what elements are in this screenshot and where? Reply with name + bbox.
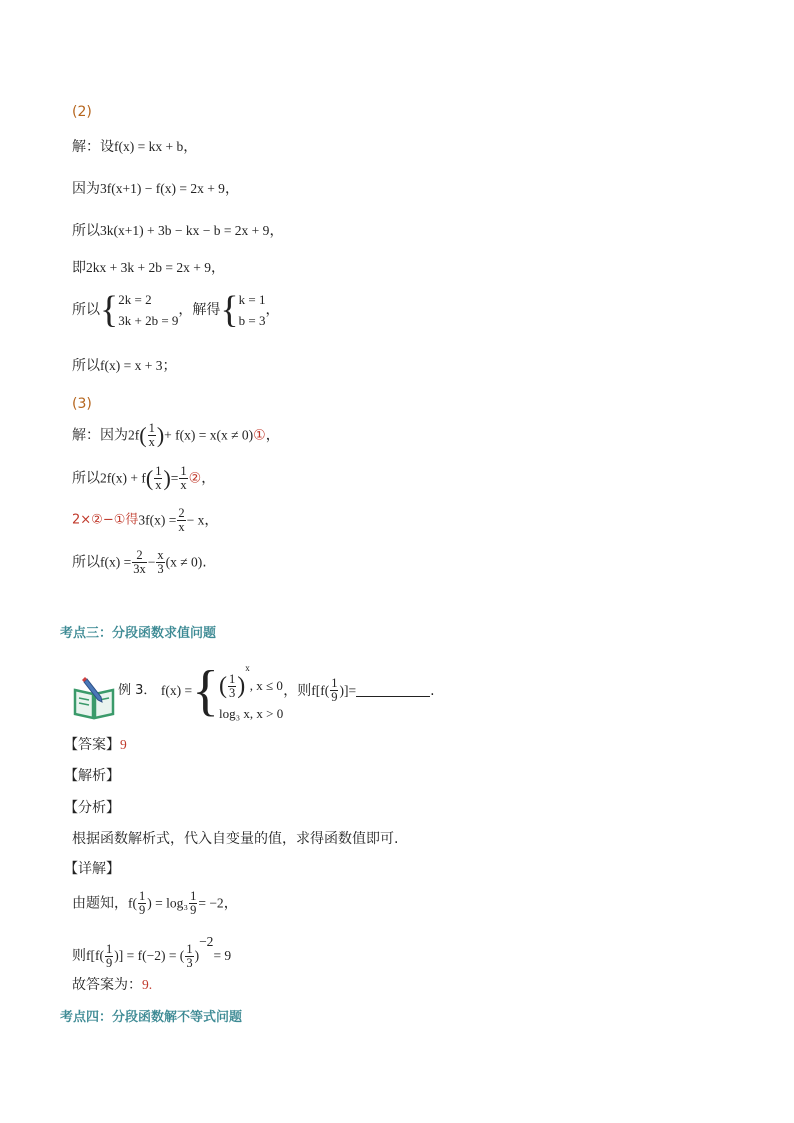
section-heading-4: 考点四：分段函数解不等式问题 <box>60 1010 243 1025</box>
equation-mark-2: ② <box>188 470 202 487</box>
left-brace: { <box>192 659 219 722</box>
part2-system-line: 所以{ 2k = 2 3k + 2b = 9 ，解得{ k = 1 b = 3 ， <box>72 289 280 331</box>
detail-line2: 则f[f( $\frac{1}{9}$ )] = f(−2) = ( $\frac{1}{3}$ )$^{-2}$= 9 <box>72 934 232 970</box>
left-brace: { <box>100 289 119 331</box>
part3-line2: 所以2f(x) + f( $\frac{1}{x}$ )= $\frac{1}{x}$ ②， <box>72 464 216 492</box>
part3-line3: 2×②−①得3f(x) = $\frac{2}{x}$ − x， <box>72 506 219 534</box>
detail-label: 【详解】 <box>64 861 120 877</box>
section-heading-3: 考点三：分段函数求值问题 <box>60 626 217 641</box>
part2-line3: 所以3k(x+1) + 3b − kx − b = 2x + 9， <box>72 223 284 239</box>
equation-mark-1: ① <box>253 427 266 444</box>
final-answer: 故答案为：9. <box>72 977 153 993</box>
answer-blank[interactable] <box>356 684 430 697</box>
analysis-label: 【解析】 <box>64 768 120 784</box>
detail-line1: 由题知，f( $\frac{1}{9}$ ) = log₃ $\frac{1}{9}$ = −2， <box>72 889 238 917</box>
answer-line: 【答案】9 <box>64 737 127 753</box>
part3-label: (3) <box>72 396 92 412</box>
fenxi-label: 【分析】 <box>64 800 120 816</box>
part2-line2: 因为3f(x+1) − f(x) = 2x + 9， <box>72 181 239 197</box>
example-3-line: 例 3． f(x) ={ ( $\frac{1}{3}$ )$^x$, x ≤ 0 log₃ x, x > 0 ，则f[f( $\frac{1}{9}$ )]= . <box>118 659 435 722</box>
example-icon <box>72 676 116 720</box>
fenxi-text: 根据函数解析式，代入自变量的值，求得函数值即可. <box>72 831 399 847</box>
part2-line1: 解：设f(x) = kx + b， <box>72 139 198 155</box>
part3-line1: 解：因为2f( $\frac{1}{x}$ )+ f(x) = x(x ≠ 0)①， <box>72 421 280 449</box>
part2-line4: 即2kx + 3k + 2b = 2x + 9， <box>72 260 225 276</box>
part2-label: (2) <box>72 104 92 120</box>
part2-line6: 所以f(x) = x + 3； <box>72 358 177 374</box>
book-pencil-icon <box>72 676 116 720</box>
part3-line4: 所以f(x) = $\frac{2}{3x}$ − $\frac{x}{3}$ (x ≠ 0). <box>72 548 207 576</box>
left-brace: { <box>220 289 239 331</box>
